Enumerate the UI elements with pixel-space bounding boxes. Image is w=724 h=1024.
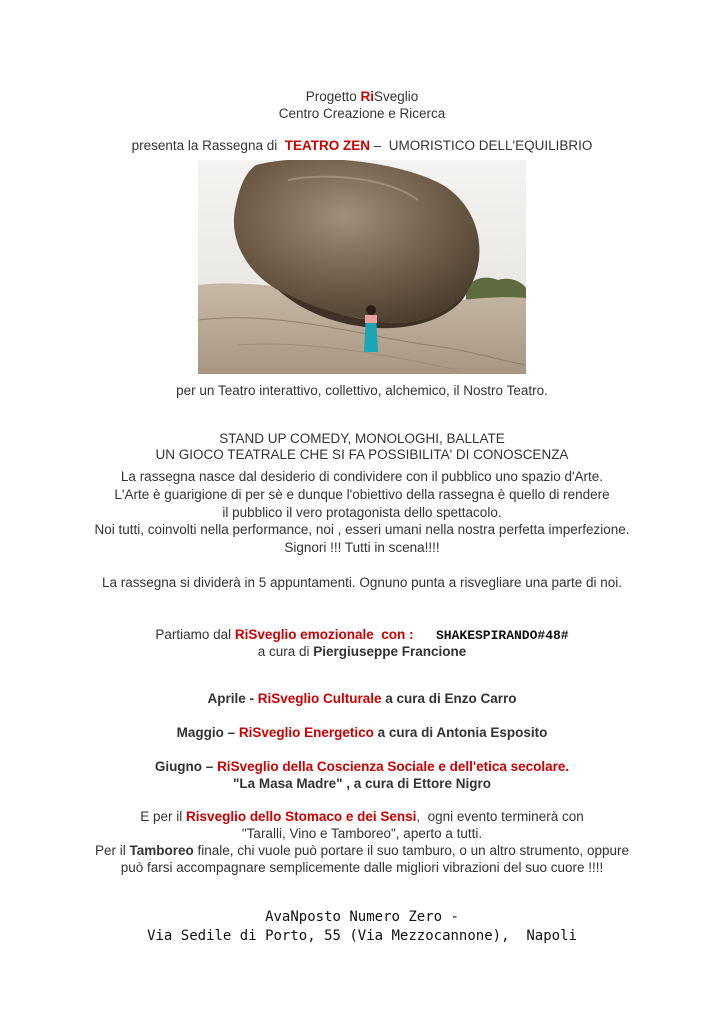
intro-line-4: Noi tutti, coinvolti nella performance, noi , esseri umani nella nostra perfetta imperfezione. (94, 522, 630, 537)
tamboreo-label: Tamboreo (129, 843, 194, 858)
heading-1: STAND UP COMEDY, MONOLOGHI, BALLATE (219, 431, 505, 446)
teatro-zen-label: TEATRO ZEN (284, 138, 370, 153)
intro-line-5: Signori !!! Tutti in scena!!!! (284, 540, 440, 555)
balanced-boulder-photo (198, 160, 526, 374)
closing-line-4: può farsi accompagnare semplicemente dalle migliori vibrazioni del suo cuore !!!! (120, 860, 604, 875)
intro-line-1: La rassegna nasce dal desiderio di condividere con il pubblico uno spazio d'Arte. (120, 469, 604, 484)
intro-line-6: La rassegna si dividerà in 5 appuntamenti. Ognuno punta a risvegliare una parte di noi. (101, 575, 623, 590)
project-title-ri: Ri (360, 89, 374, 104)
risveglio-emozionale-label: RiSveglio emozionale con (234, 627, 406, 642)
curator-name: Piergiuseppe Francione (313, 644, 467, 659)
venue-address: Via Sedile di Porto, 55 (Via Mezzocannone), Napoli (147, 928, 577, 944)
presents-line: presenta la Rassegna di TEATRO ZEN – UMORISTICO DELL'EQUILIBRIO (131, 138, 593, 153)
heading-2: UN GIOCO TEATRALE CHE SI FA POSSIBILITA' DI CONOSCENZA (155, 447, 569, 462)
closing-line-2: "Taralli, Vino e Tamboreo", aperto a tutti. (241, 826, 483, 841)
risveglio-coscienza-label: RiSveglio della Coscienza Sociale e dell'etica secolare. (217, 759, 570, 774)
program-april: Aprile - RiSveglio Culturale a cura di Enzo Carro (207, 691, 517, 706)
intro-line-2: L'Arte è guarigione di per sè e dunque l'obiettivo della rassegna è quello di rendere (114, 487, 610, 502)
risveglio-culturale-label: RiSveglio Culturale (257, 691, 382, 706)
project-subtitle: Centro Creazione e Ricerca (278, 106, 446, 121)
venue-name: AvaNposto Numero Zero - (265, 909, 459, 925)
project-title: Progetto RiSveglio (305, 89, 419, 104)
tagline: per un Teatro interattivo, collettivo, alchemico, il Nostro Teatro. (176, 383, 548, 398)
program-start-curator: a cura di Piergiuseppe Francione (257, 644, 467, 659)
intro-line-3: il pubblico il vero protagonista dello spettacolo. (222, 505, 502, 520)
risveglio-stomaco-label: Risveglio dello Stomaco e dei Sensi (186, 809, 417, 824)
program-june: Giugno – RiSveglio della Coscienza Sociale e dell'etica secolare. (154, 759, 570, 774)
program-june-detail: "La Masa Madre" , a cura di Ettore Nigro (232, 776, 492, 791)
closing-line-1: E per il Risveglio dello Stomaco e dei Sensi, ogni evento terminerà con (140, 809, 584, 824)
closing-line-3: Per il Tamboreo finale, chi vuole può portare il suo tamburo, o un altro strumento, oppure (94, 843, 630, 858)
program-start: Partiamo dal RiSveglio emozionale con : SHAKESPIRANDO#48# (155, 627, 569, 643)
show-title: SHAKESPIRANDO#48# (435, 628, 569, 643)
program-may: Maggio – RiSveglio Energetico a cura di Antonia Esposito (176, 725, 548, 740)
risveglio-energetico-label: RiSveglio Energetico (238, 725, 374, 740)
